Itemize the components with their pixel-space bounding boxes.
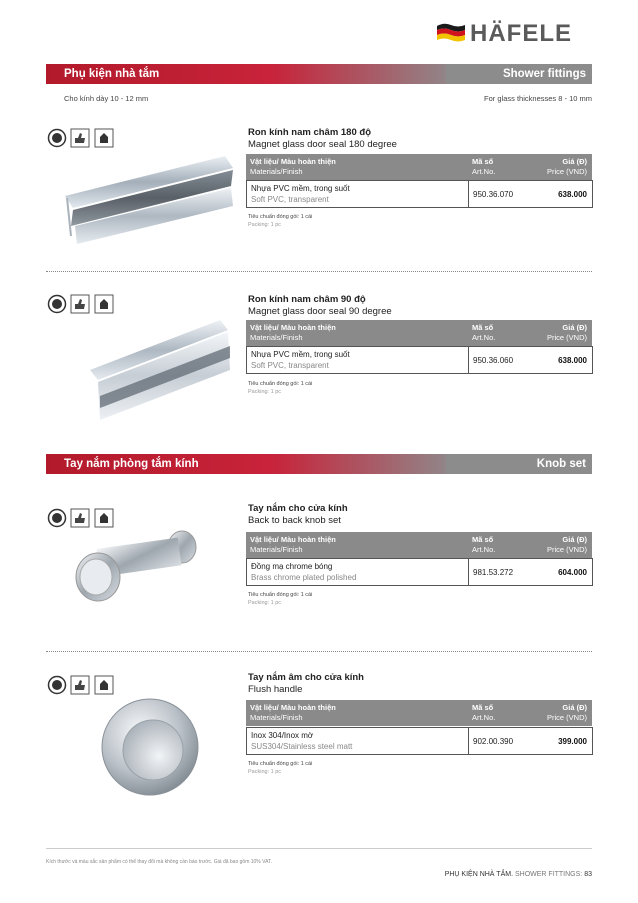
divider: [46, 651, 592, 652]
feature-icons: [46, 675, 116, 695]
art-number: 902.00.390: [473, 737, 514, 746]
product-title-en: Flush handle: [248, 684, 303, 695]
art-number: 981.53.272: [473, 568, 514, 577]
material-en: Soft PVC, transparent: [251, 361, 329, 370]
product-image-seal-180: [55, 146, 235, 256]
product-title-vi: Tay nắm âm cho cửa kính: [248, 672, 364, 683]
table-row: [246, 727, 593, 755]
table-row: [246, 558, 593, 586]
section-bar-knob-set: [46, 454, 592, 474]
material-vi: Đồng mạ chrome bóng: [251, 562, 333, 571]
packing-en: Packing: 1 pc: [248, 389, 282, 395]
packing-vi: Tiêu chuẩn đóng gói: 1 cái: [248, 381, 313, 387]
price: 638.000: [558, 190, 587, 199]
footer-disclaimer: Kích thước và màu sắc sản phẩm có thể thay đổi mà không cần báo trước. Giá đã bao gồm 10% VAT.: [46, 859, 272, 865]
product-title-en: Back to back knob set: [248, 515, 341, 526]
section-title-vi: Tay nắm phòng tắm kính: [64, 458, 199, 470]
header-material-en: Materials/Finish: [250, 333, 303, 342]
material-vi: Inox 304/Inox mờ: [251, 731, 314, 740]
product-title-en: Magnet glass door seal 180 degree: [248, 139, 397, 150]
footer-label-vi: PHỤ KIỆN NHÀ TẮM.: [444, 871, 514, 878]
premium-quality-icon: [94, 128, 114, 148]
section-bar-shower-fittings: [46, 64, 592, 84]
feature-icons: [46, 128, 116, 148]
header-art-vi: Mã số: [472, 157, 494, 166]
header-price-vi: Giá (Đ): [562, 323, 587, 332]
packing-en: Packing: 1 pc: [248, 600, 282, 606]
quality-badge-icon: [46, 128, 68, 148]
page-number: 83: [584, 871, 592, 878]
header-art-en: Art.No.: [472, 333, 496, 342]
header-art-vi: Mã số: [472, 535, 494, 544]
product-title-vi: Ron kính nam châm 90 độ: [248, 294, 366, 305]
header-art-en: Art.No.: [472, 545, 496, 554]
glass-note-right: For glass thicknesses 8 - 10 mm: [484, 94, 592, 103]
footer-label-en: SHOWER FITTINGS:: [514, 871, 583, 878]
packing-en: Packing: 1 pc: [248, 769, 282, 775]
header-price-en: Price (VND): [546, 713, 587, 722]
header-price-en: Price (VND): [546, 333, 587, 342]
packing-vi: Tiêu chuẩn đóng gói: 1 cái: [248, 214, 313, 220]
table-header: [246, 700, 592, 726]
header-material-vi: Vật liệu/ Màu hoàn thiện: [250, 157, 336, 166]
header-art-en: Art.No.: [472, 713, 496, 722]
german-flag-icon: [436, 22, 466, 42]
header-art-en: Art.No.: [472, 167, 496, 176]
header-price-vi: Giá (Đ): [562, 157, 587, 166]
price: 399.000: [558, 737, 587, 746]
table-row: [246, 346, 593, 374]
header-price-en: Price (VND): [546, 167, 587, 176]
art-number: 950.36.070: [473, 190, 514, 199]
table-header: [246, 532, 592, 558]
product-image-flush-handle: [95, 695, 205, 800]
brand-logo: HÄFELE: [470, 20, 572, 47]
product-image-seal-90: [70, 300, 235, 420]
header-material-en: Materials/Finish: [250, 545, 303, 554]
header-material-vi: Vật liệu/ Màu hoàn thiện: [250, 703, 336, 712]
easy-install-icon: [70, 128, 90, 148]
header-material-en: Materials/Finish: [250, 713, 303, 722]
product-title-vi: Ron kính nam châm 180 độ: [248, 127, 371, 138]
header-material-vi: Vật liệu/ Màu hoàn thiện: [250, 535, 336, 544]
quality-badge-icon: [46, 508, 68, 528]
table-row: [246, 180, 593, 208]
material-vi: Nhựa PVC mềm, trong suốt: [251, 184, 350, 193]
divider: [46, 271, 592, 272]
product-image-knob: [70, 525, 200, 605]
quality-badge-icon: [46, 675, 68, 695]
art-number: 950.36.060: [473, 356, 514, 365]
glass-note-left: Cho kính dày 10 - 12 mm: [64, 94, 149, 103]
product-title-vi: Tay nắm cho cửa kính: [248, 503, 348, 514]
price: 604.000: [558, 568, 587, 577]
section-title-en: Shower fittings: [502, 68, 586, 80]
packing-vi: Tiêu chuẩn đóng gói: 1 cái: [248, 592, 313, 598]
table-header: [246, 320, 592, 346]
quality-badge-icon: [46, 294, 68, 314]
header-art-vi: Mã số: [472, 323, 494, 332]
premium-quality-icon: [94, 675, 114, 695]
packing-en: Packing: 1 pc: [248, 222, 282, 228]
price: 638.000: [558, 356, 587, 365]
footer-page-label: [445, 871, 592, 878]
header-material-vi: Vật liệu/ Màu hoàn thiện: [250, 323, 336, 332]
header-price-en: Price (VND): [546, 545, 587, 554]
product-title-en: Magnet glass door seal 90 degree: [248, 306, 392, 317]
header-art-vi: Mã số: [472, 703, 494, 712]
footer-rule: [46, 848, 592, 849]
header-price-vi: Giá (Đ): [562, 535, 587, 544]
material-en: Soft PVC, transparent: [251, 195, 329, 204]
material-en: Brass chrome plated polished: [251, 573, 357, 582]
easy-install-icon: [70, 675, 90, 695]
table-header: [246, 154, 592, 180]
packing-vi: Tiêu chuẩn đóng gói: 1 cái: [248, 761, 313, 767]
header-price-vi: Giá (Đ): [562, 703, 587, 712]
header-material-en: Materials/Finish: [250, 167, 303, 176]
material-en: SUS304/Stainless steel matt: [251, 742, 353, 751]
section-title-vi: Phụ kiện nhà tắm: [64, 68, 160, 80]
section-title-en: Knob set: [536, 458, 586, 470]
material-vi: Nhựa PVC mềm, trong suốt: [251, 350, 350, 359]
